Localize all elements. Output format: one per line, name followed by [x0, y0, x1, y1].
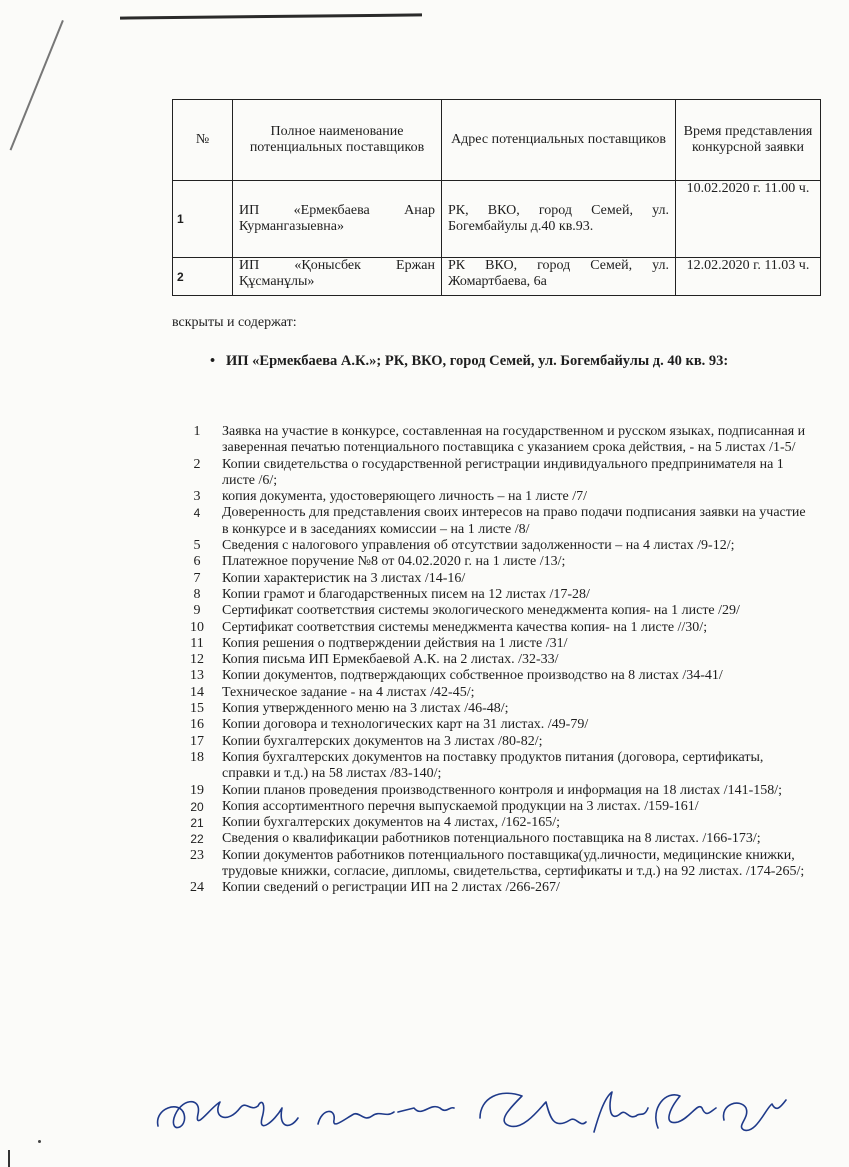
- document-item-number: 10: [190, 619, 204, 635]
- document-item-text: Доверенность для представления своих интересов на право подачи подписания заявки на участие в конкурсе и в заседаниях комиссии – на 1 листе /8/: [222, 505, 806, 537]
- document-item-number: 23: [190, 847, 204, 863]
- opened-statement: вскрыты и содержат:: [172, 315, 297, 330]
- document-item: [172, 636, 812, 652]
- col-header-address: Адрес потенциальных поставщиков: [442, 100, 676, 181]
- signature: [723, 1100, 786, 1130]
- document-item-number: 7: [193, 570, 201, 586]
- document-item-number: 15: [190, 701, 204, 717]
- document-item-text: Копия ассортиментного перечня выпускаемой продукции на 3 листах. /159-161/: [222, 798, 699, 814]
- document-item-text: Копия утвержденного меню на 3 листах /46-48/;: [222, 701, 509, 717]
- document-item-number: 9: [193, 603, 201, 619]
- document-item-number: 4: [193, 506, 201, 521]
- document-item-text: Копии документов, подтверждающих собственное производство на 8 листах /34-41/: [222, 668, 723, 684]
- supplier-name: ИП «Ермекбаева Анар Курмангазыевна»: [233, 181, 442, 258]
- document-item: [172, 424, 812, 457]
- document-item-number: 22: [190, 832, 204, 847]
- supplier-name: ИП «Қонысбек Ержан Құсманұлы»: [233, 258, 442, 296]
- document-item-text: Копии сведений о регистрации ИП на 2 листах /266-267/: [222, 880, 560, 896]
- submission-time: 12.02.2020 г. 11.03 ч.: [676, 258, 821, 296]
- signature: [594, 1092, 648, 1132]
- document-item-text: Копии характеристик на 3 листах /14-16/: [222, 570, 466, 586]
- document-item-text: Копии грамот и благодарственных писем на 12 листах /17-28/: [222, 586, 590, 602]
- document-item-text: Сертификат соответствия системы менеджмента качества копия- на 1 листе //30/;: [222, 619, 708, 635]
- document-item-number: 5: [193, 538, 201, 554]
- document-item-text: Копии договора и технологических карт на 31 листах. /49-79/: [222, 717, 589, 733]
- document-item-number: 17: [190, 733, 204, 749]
- document-item-number: 11: [190, 635, 204, 651]
- scan-edge-mark: [8, 1150, 10, 1167]
- document-item: [172, 750, 812, 783]
- supplier-address: РК, ВКО, город Семей, ул. Богембайулы д.40 кв.93.: [442, 181, 676, 258]
- document-item-number: 21: [190, 816, 204, 831]
- document-item: [172, 538, 812, 554]
- document-item-text: Копия бухгалтерских документов на поставку продуктов питания (договора, сертификаты, справки и т.д.) на 58 листах /83-140/;: [222, 749, 764, 782]
- row-number: 2: [173, 258, 233, 296]
- document-item-text: Заявка на участие в конкурсе, составленная на государственном и русском языках, подписанная и заверенная печатью потенциального поставщика с указанием срока действия, - на 5 листах /1-5/: [222, 424, 806, 456]
- signature: [480, 1093, 586, 1126]
- supplier-address: РК ВКО, город Семей, ул. Жомартбаева, 6а: [442, 258, 676, 296]
- document-item-number: 16: [190, 717, 204, 733]
- signatures: [150, 1078, 790, 1158]
- document-item-text: Платежное поручение №8 от 04.02.2020 г. на 1 листе /13/;: [222, 554, 566, 570]
- document-item: [172, 505, 812, 538]
- col-header-time: Время представления конкурсной заявки: [676, 100, 821, 181]
- scan-edge-line-diagonal: [10, 20, 64, 151]
- document-item-number: 13: [190, 668, 204, 684]
- document-item: [172, 848, 812, 881]
- document-item-text: копия документа, удостоверяющего личность – на 1 листе /7/: [222, 489, 587, 505]
- document-item-number: 19: [190, 782, 204, 798]
- document-item: [172, 831, 812, 847]
- document-item: [172, 603, 812, 619]
- document-item-text: Сертификат соответствия системы экологического менеджмента копия- на 1 листе /29/: [222, 603, 740, 619]
- document-item-number: 18: [190, 749, 204, 765]
- document-item: [172, 783, 812, 799]
- bidders-table: [172, 99, 821, 296]
- document-item: [172, 685, 812, 701]
- signature: [656, 1095, 716, 1128]
- bidder-heading-text: ИП «Ермекбаева А.К.»; РК, ВКО, город Семей, ул. Богембайулы д. 40 кв. 93:: [226, 353, 729, 369]
- col-header-name: Полное наименование потенциальных поставщиков: [233, 100, 442, 181]
- document-item: [172, 457, 812, 490]
- document-item-text: Копии бухгалтерских документов на 4 листах, /162-165/;: [222, 815, 560, 831]
- document-item: [172, 652, 812, 668]
- document-item: [172, 734, 812, 750]
- document-item-number: 6: [193, 554, 201, 570]
- row-number: 1: [173, 181, 233, 258]
- scan-edge-line-top: [120, 13, 422, 19]
- document-item-text: Сведения о квалификации работников потенциального поставщика на 8 листах. /166-173/;: [222, 831, 761, 847]
- bullet-icon: •: [210, 353, 216, 369]
- document-item-text: Копии свидетельства о государственной регистрации индивидуального предпринимателя на 1 листе /6/;: [222, 456, 784, 488]
- document-item: [172, 815, 812, 831]
- table-row: [173, 181, 821, 258]
- document-item-number: 1: [193, 424, 201, 439]
- scan-speck: [38, 1140, 41, 1143]
- bidder-heading: [210, 353, 728, 370]
- col-header-number: №: [173, 100, 233, 181]
- signature: [158, 1102, 298, 1128]
- document-item-number: 24: [190, 880, 204, 896]
- document-item: [172, 717, 812, 733]
- document-item: [172, 554, 812, 570]
- document-item-number: 12: [190, 652, 204, 668]
- document-item-number: 20: [190, 799, 204, 814]
- document-item-text: Техническое задание - на 4 листах /42-45/;: [222, 684, 475, 700]
- document-item: [172, 799, 812, 815]
- document-item-text: Копии планов проведения производственного контроля и информация на 18 листах /141-158/;: [222, 782, 783, 798]
- document-item-text: Копии бухгалтерских документов на 3 листах /80-82/;: [222, 733, 543, 749]
- document-item-text: Сведения с налогового управления об отсутствии задолженности – на 4 листах /9-12/;: [222, 538, 735, 554]
- document-item-text: Копии документов работников потенциального поставщика(уд.личности, медицинские книжки, трудовые книжки, согласие, дипломы, свидетельства, сертификаты и т.д.) на 92 листах. /174-265/;: [222, 847, 805, 880]
- document-item: [172, 701, 812, 717]
- document-item: [172, 489, 812, 505]
- document-item-number: 8: [193, 586, 201, 602]
- document-list: [172, 424, 812, 897]
- document-item-number: 3: [193, 489, 201, 505]
- document-item: [172, 620, 812, 636]
- document-item: [172, 571, 812, 587]
- submission-time: 10.02.2020 г. 11.00 ч.: [676, 181, 821, 258]
- document-item-text: Копия решения о подтверждении действия на 1 листе /31/: [222, 635, 568, 651]
- document-item-number: 14: [190, 684, 204, 700]
- document-item-number: 2: [193, 456, 201, 472]
- document-item: [172, 587, 812, 603]
- document-item: [172, 668, 812, 684]
- document-item-text: Копия письма ИП Ермекбаевой А.К. на 2 листах. /32-33/: [222, 652, 559, 668]
- document-item: [172, 880, 812, 896]
- table-header-row: [173, 100, 821, 181]
- signature: [318, 1107, 454, 1124]
- table-row: [173, 258, 821, 296]
